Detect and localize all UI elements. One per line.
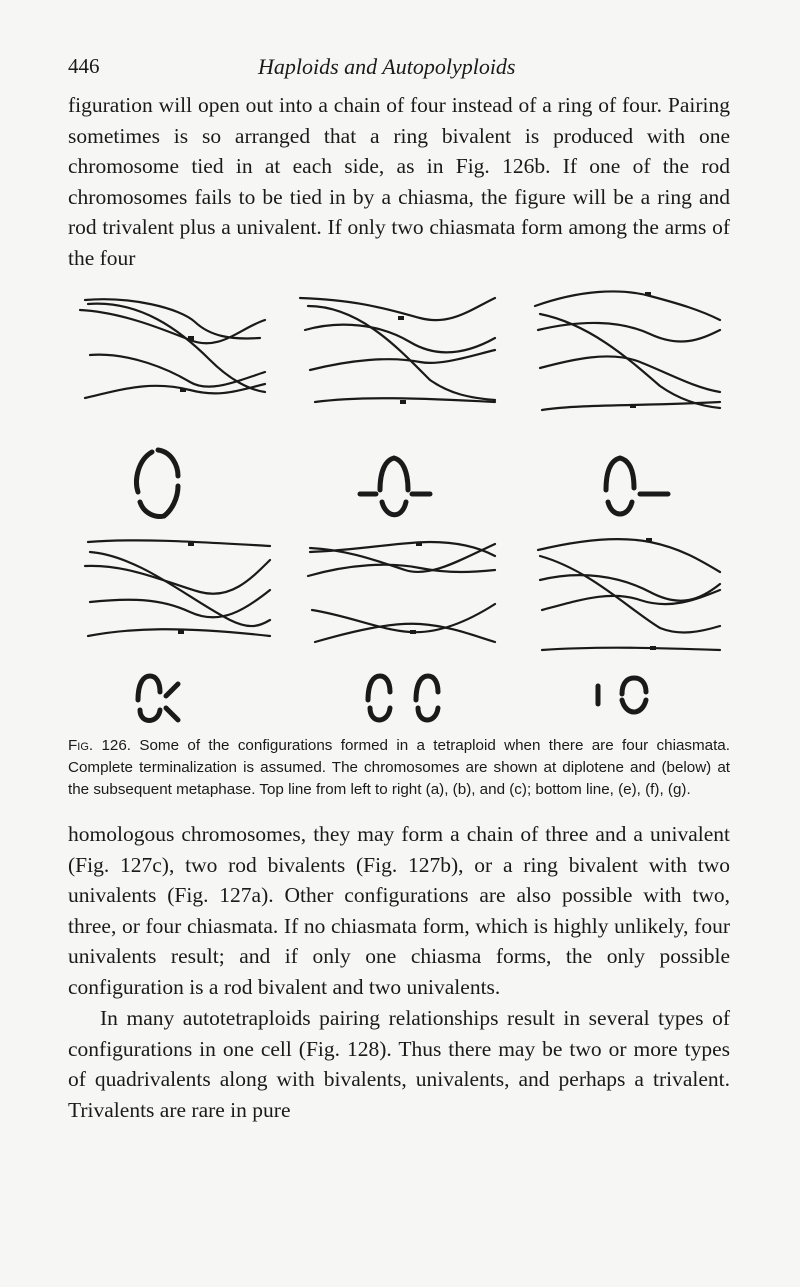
metaphase-figure-b bbox=[360, 458, 430, 515]
paragraph-1: figuration will open out into a chain of four instead of a ring of four. Pairing sometimes is so arranged that a ring bivalent is produced with one chromosome tied in at each side, as in Fig. 126b. If one of the rod chromosomes fails to be tied in by a chiasma, the figure will be a ring and rod trivalent plus a univalent. If only two chiasmata form among the arms of the four bbox=[68, 93, 730, 270]
metaphase-figure-g bbox=[598, 678, 646, 712]
figure-label: Fig. 126. bbox=[68, 737, 132, 754]
diplotene-diagram-e bbox=[85, 540, 270, 636]
metaphase-figure-e bbox=[138, 676, 178, 721]
figure-caption bbox=[68, 735, 730, 801]
chromosome-configurations-illustration bbox=[60, 280, 740, 740]
page-number: 446 bbox=[68, 54, 100, 78]
paragraph-2: homologous chromosomes, they may form a chain of three and a univalent (Fig. 127c), two rod bivalents (Fig. 127b), or a ring bivalent with two univalents (Fig. 127a). Other configurations are also possible with two, three, or four chiasmata. If no chiasmata form, which is highly unlikely, four univalents result; and if only one chiasma forms, the only possible configuration is a rod bivalent and two univalents. bbox=[68, 822, 730, 999]
figure-126 bbox=[60, 280, 740, 740]
metaphase-figure-c bbox=[606, 458, 668, 514]
diplotene-diagram-b bbox=[300, 298, 495, 402]
page-header bbox=[68, 54, 728, 88]
diplotene-diagram-a bbox=[80, 299, 265, 398]
metaphase-figure-f bbox=[368, 676, 438, 720]
running-title: Haploids and Autopolyploids bbox=[258, 54, 516, 79]
figure-caption-text: Some of the configurations formed in a tetraploid when there are four chiasmata. Complete terminalization is assumed. The chromosomes are shown at diplotene and (below) at the subsequent metaphase. Top line from left to right (a), (b), and (c); bottom line, (e), (f), (g). bbox=[68, 737, 730, 798]
metaphase-figure-a bbox=[137, 450, 178, 516]
diplotene-diagram-c bbox=[535, 291, 720, 410]
paragraph-3: In many autotetraploids pairing relationships result in several types of configurations in one cell (Fig. 128). Thus there may be two or more types of quadrivalents along with bivalents, univalents, and perhaps a trivalent. Trivalents are rare in pure bbox=[68, 1006, 730, 1122]
diplotene-diagram-f bbox=[308, 542, 495, 642]
diplotene-diagram-g bbox=[538, 539, 720, 650]
